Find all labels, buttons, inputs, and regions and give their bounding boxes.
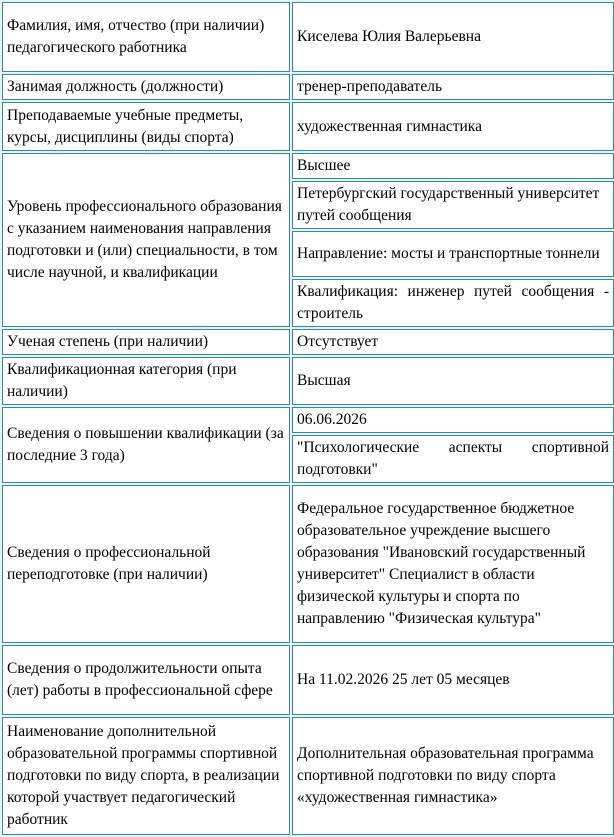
- row-value: Федеральное государственное бюджетное образовательное учреждение высшего образования "Ивановский государственный университет" Специалист в области физической культуры и спорта по направлению "Физическая культура": [292, 485, 614, 643]
- row-label: Сведения о повышении квалификации (за последние 3 года): [2, 407, 290, 483]
- row-value: Киселева Юлия Валерьевна: [292, 2, 614, 72]
- row-label: Квалификационная категория (при наличии): [2, 357, 290, 405]
- row-label: Фамилия, имя, отчество (при наличии) педагогического работника: [2, 2, 290, 72]
- table-row: [2, 153, 614, 179]
- table-row: [2, 2, 614, 72]
- table-row: [2, 329, 614, 355]
- table-row: [2, 74, 614, 100]
- table-row: [2, 102, 614, 151]
- row-value: Дополнительная образовательная программа спортивной подготовки по виду спорта «художественная гимнастика»: [292, 717, 614, 835]
- row-value: Квалификация: инженер путей сообщения - строитель: [292, 279, 614, 327]
- row-label: Наименование дополнительной образовательной программы спортивной подготовки по виду спорта, в реализации которой участвует педагогический работник: [2, 717, 290, 835]
- row-value: тренер-преподаватель: [292, 74, 614, 100]
- table-row: [2, 645, 614, 715]
- row-value: Петербургский государственный университет путей сообщения: [292, 181, 614, 229]
- row-value: "Психологические аспекты спортивной подготовки": [292, 435, 614, 483]
- table-row: [2, 407, 614, 433]
- table-row: [2, 357, 614, 405]
- row-label: Уровень профессионального образования с указанием наименования направления подготовки и (или) специальности, в том числе научной, и квалификации: [2, 153, 290, 327]
- row-label: Занимая должность (должности): [2, 74, 290, 100]
- table-row: [2, 485, 614, 643]
- row-label: Преподаваемые учебные предметы, курсы, дисциплины (виды спорта): [2, 102, 290, 151]
- table-row: [2, 717, 614, 835]
- row-value: Высшая: [292, 357, 614, 405]
- row-value: На 11.02.2026 25 лет 05 месяцев: [292, 645, 614, 715]
- row-value: 06.06.2026: [292, 407, 614, 433]
- row-value: Высшее: [292, 153, 614, 179]
- row-value: Направление: мосты и транспортные тоннели: [292, 231, 614, 277]
- row-label: Ученая степень (при наличии): [2, 329, 290, 355]
- row-label: Сведения о профессиональной переподготовке (при наличии): [2, 485, 290, 643]
- row-value: Отсутствует: [292, 329, 614, 355]
- row-value: художественная гимнастика: [292, 102, 614, 151]
- row-label: Сведения о продолжительности опыта (лет) работы в профессиональной сфере: [2, 645, 290, 715]
